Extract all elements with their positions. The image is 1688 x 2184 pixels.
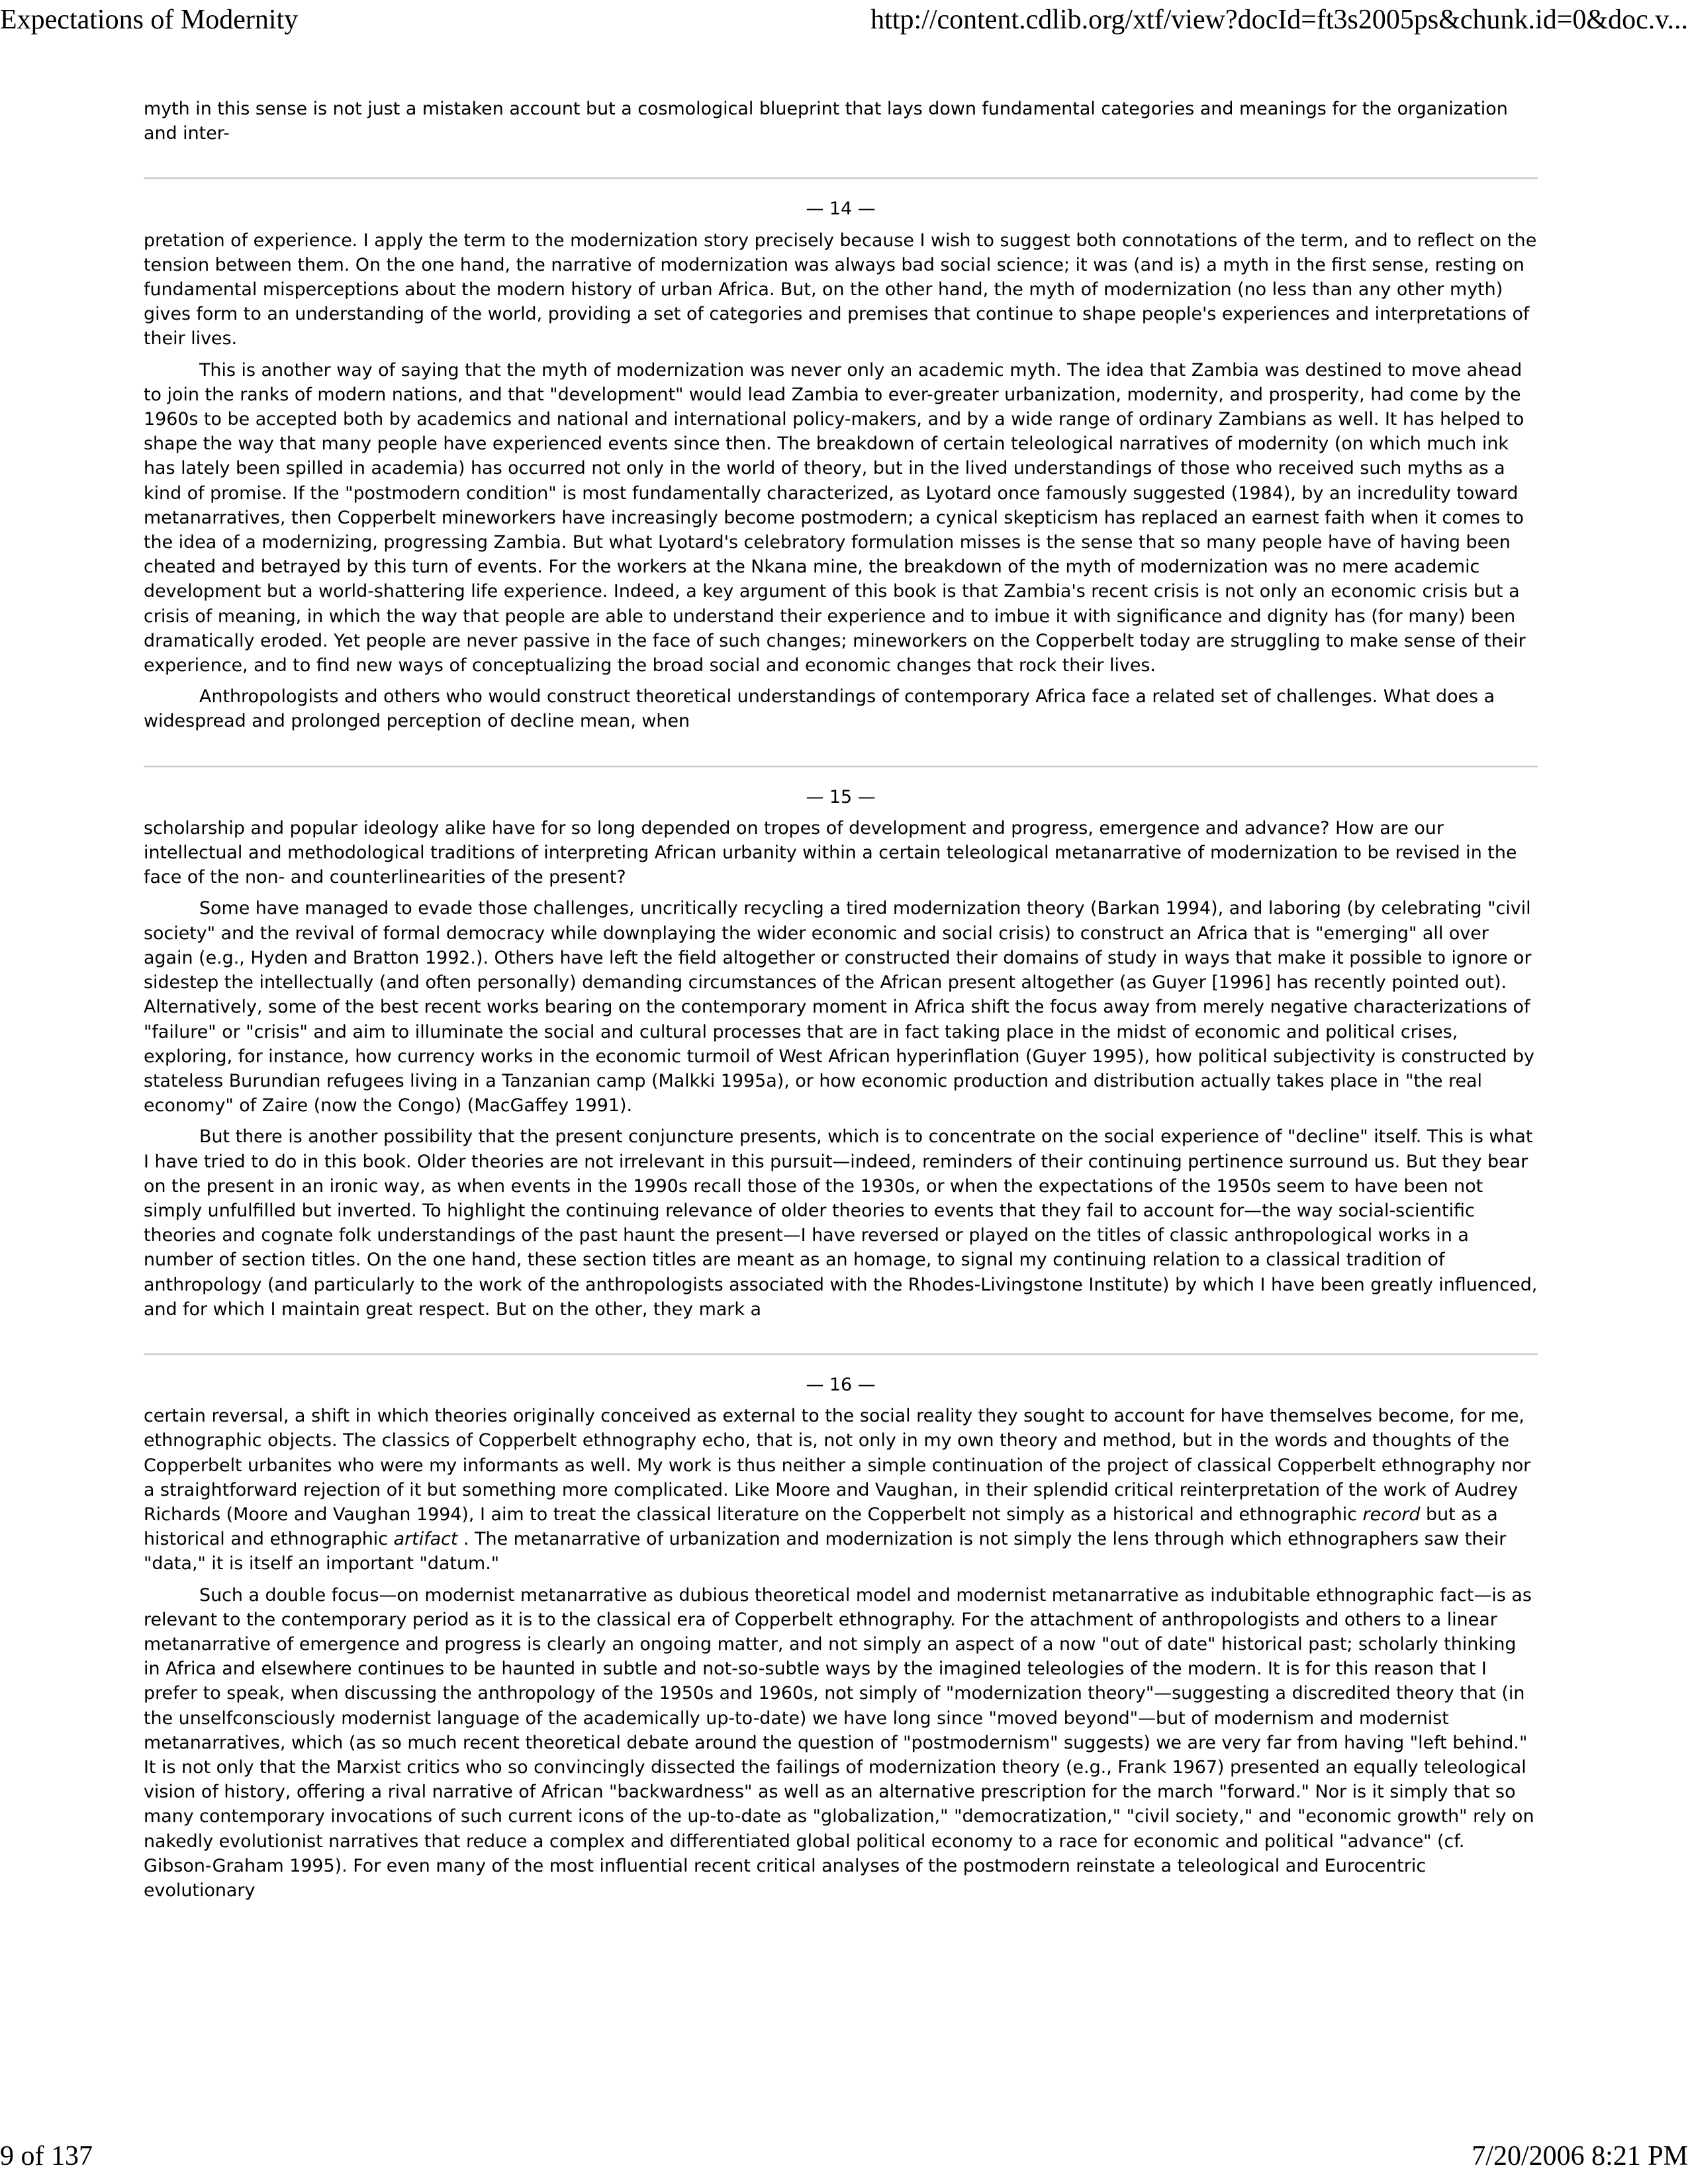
paragraph: pretation of experience. I apply the term to the modernization story precisely because I wish to suggest both connotations of the term, and to reflect on the tension between them. On the one hand, the narrative of modernization was always bad social science; it was (and is) a myth in the first sense, resting on fundamental misperceptions about the modern history of urban Africa. But, on the other hand, the myth of modernization (no less than any other myth) gives form to an understanding of the world, providing a set of categories and premises that continue to shape people's experiences and interpretations of their lives. (144, 230, 1537, 349)
browser-print-footer (0, 2139, 1688, 2179)
paragraph (144, 1404, 1538, 1576)
page-divider (144, 1353, 1538, 1355)
browser-print-header (0, 3, 1688, 42)
paragraph: Anthropologists and others who would construct theoretical understandings of contemporary Africa face a related set of challenges. What does a widespread and prolonged perception of decline mean, when (144, 686, 1495, 732)
text-run: but as a historical and ethnographic (144, 1504, 1498, 1550)
page-number-marker: — 16 — (806, 1374, 876, 1395)
page-count: 9 of 137 (0, 2141, 93, 2171)
italic-term-record: record (1362, 1504, 1421, 1525)
page-number-marker: — 14 — (806, 199, 876, 220)
page-divider (144, 766, 1538, 768)
paragraph: Such a double focus—on modernist metanarrative as dubious theoretical model and modernist metanarrative as indubitable ethnographic fact—is as relevant to the contemporary period as it is to the classical era of Copperbelt ethnography. For the attachment of anthropologists and others to a linear metanarrative of emergence and progress is clearly an ongoing matter, and not simply an aspect of a now "out of date" historical past; scholarly thinking in Africa and elsewhere continues to be haunted in subtle and not-so-subtle ways by the imagined teleologies of the modern. It is for this reason that I prefer to speak, when discussing the anthropology of the 1950s and 1960s, not simply of "modernization theory"—suggesting a discredited theory that (in the unselfconsciously modernist language of the academically up-to-date) we have long since "moved beyond"—but of modernism and modernist metanarratives, which (as so much recent theoretical debate around the question of "postmodernism" suggests) we are very far from having "left behind." It is not only that the Marxist critics who so convincingly dissected the failings of modernization theory (e.g., Frank 1967) presented an equally teleological vision of history, offering a rival narrative of African "backwardness" as well as an alternative prescription for the march "forward." Nor is it simply that so many contemporary invocations of such current icons of the up-to-date as "globalization," "democratization," "civil society," and "economic growth" rely on nakedly evolutionist narratives that reduce a complex and differentiated global political economy to a race for economic and political "advance" (cf. Gibson-Graham 1995). For even many of the most influential recent critical analyses of the postmodern reinstate a teleological and Eurocentric evolutionary (144, 1584, 1534, 1901)
paragraph: But there is another possibility that the present conjuncture presents, which is to concentrate on the social experience of "decline" itself. This is what I have tried to do in this book. Older theories are not irrelevant in this pursuit—indeed, reminders of their continuing pertinence surround us. But they bear on the present in an ironic way, as when events in the 1990s recall those of the 1930s, or when the expectations of the 1950s seem to have been not simply unfulfilled but inverted. To highlight the continuing relevance of older theories to events that they fail to account for—the way social-scientific theories and cognate folk understandings of the past haunt the present—I have reversed or played on the titles of classic anthropological works in a number of section titles. On the one hand, these section titles are meant as an homage, to signal my continuing relation to a classical tradition of anthropology (and particularly to the work of the anthropologists associated with the Rhodes-Livingstone Institute) by which I have been greatly influenced, and for which I maintain great respect. But on the other, they mark a (144, 1126, 1538, 1320)
document-title: Expectations of Modernity (0, 5, 299, 35)
paragraph: myth in this sense is not just a mistaken account but a cosmological blueprint that lays down fundamental categories and meanings for the organization and inter- (144, 99, 1508, 144)
print-datetime: 7/20/2006 8:21 PM (1472, 2141, 1688, 2171)
page-content (144, 97, 1538, 1908)
text-run: . The metanarrative of urbanization and modernization is not simply the lens through which ethnographers saw their "data," it is itself an important "datum." (144, 1529, 1507, 1574)
italic-term-artifact: artifact (393, 1529, 458, 1550)
paragraph: scholarship and popular ideology alike have for so long depended on tropes of development and progress, emergence and advance? How are our intellectual and methodological traditions of interpreting African urbanity within a certain teleological metanarrative of modernization to be revised in the face of the non- and counterlinearities of the present? (144, 817, 1517, 888)
paragraph: This is another way of saying that the myth of modernization was never only an academic myth. The idea that Zambia was destined to move ahead to join the ranks of modern nations, and that "development" would lead Zambia to ever-greater urbanization, modernity, and prosperity, had come by the 1960s to be accepted both by academics and national and international policy-makers, and by a wide range of ordinary Zambians as well. It has helped to shape the way that many people have experienced events since then. The breakdown of certain teleological narratives of modernity (on which much ink has lately been spilled in academia) has occurred not only in the world of theory, but in the lived understandings of those who received such myths as a kind of promise. If the "postmodern condition" is most fundamentally characterized, as Lyotard once famously suggested (1984), by an incredulity toward metanarratives, then Copperbelt mineworkers have increasingly become postmodern; a cynical skepticism has replaced an earnest faith when it comes to the idea of a modernizing, progressing Zambia. But what Lyotard's celebratory formulation misses is the sense that so many people have of having been cheated and betrayed by this turn of events. For the workers at the Nkana mine, the breakdown of the myth of modernization was no mere academic development but a world-shattering life experience. Indeed, a key argument of this book is that Zambia's recent crisis is not only an economic crisis but a crisis of meaning, in which the way that people are able to understand their experience and to imbue it with significance and dignity has (for many) been dramatically eroded. Yet people are never passive in the face of such changes; mineworkers on the Copperbelt today are struggling to make sense of their experience, and to find new ways of conceptualizing the broad social and economic changes that rock their lives. (144, 359, 1526, 676)
text-run: certain reversal, a shift in which theories originally conceived as external to the social reality they sought to account for have themselves become, for me, ethnographic objects. The classics of Copperbelt ethnography echo, that is, not only in my own theory and method, but in the words and thoughts of the Copperbelt urbanites who were my informants as well. My work is thus neither a simple continuation of the project of classical Copperbelt ethnography nor a straightforward rejection of it but something more complicated. Like Moore and Vaughan, in their splendid critical reinterpretation of the work of Audrey Richards (Moore and Vaughan 1994), I aim to treat the classical literature on the Copperbelt not simply as a historical and ethnographic (144, 1406, 1531, 1525)
paragraph: Some have managed to evade those challenges, uncritically recycling a tired modernization theory (Barkan 1994), and laboring (by celebrating "civil society" and the revival of formal democracy while downplaying the wider economic and social crisis) to construct an Africa that is "emerging" all over again (e.g., Hyden and Bratton 1992.). Others have left the field altogether or constructed their domains of study in ways that make it possible to ignore or sidestep the intellectually (and often personally) demanding circumstances of the African present altogether (as Guyer [1996] has recently pointed out). Alternatively, some of the best recent works bearing on the contemporary moment in Africa shift the focus away from merely negative characterizations of "failure" or "crisis" and aim to illuminate the social and cultural processes that are in fact taking place in the midst of economic and political crises, exploring, for instance, how currency works in the economic turmoil of West African hyperinflation (Guyer 1995), how political subjectivity is constructed by stateless Burundian refugees living in a Tanzanian camp (Malkki 1995a), or how economic production and distribution actually takes place in "the real economy" of Zaire (now the Congo) (MacGaffey 1991). (144, 898, 1534, 1116)
page-divider (144, 177, 1538, 179)
page-number-marker: — 15 — (806, 786, 876, 807)
page-url: http://content.cdlib.org/xtf/view?docId=ft3s2005ps&chunk.id=0&doc.v... (870, 5, 1688, 35)
